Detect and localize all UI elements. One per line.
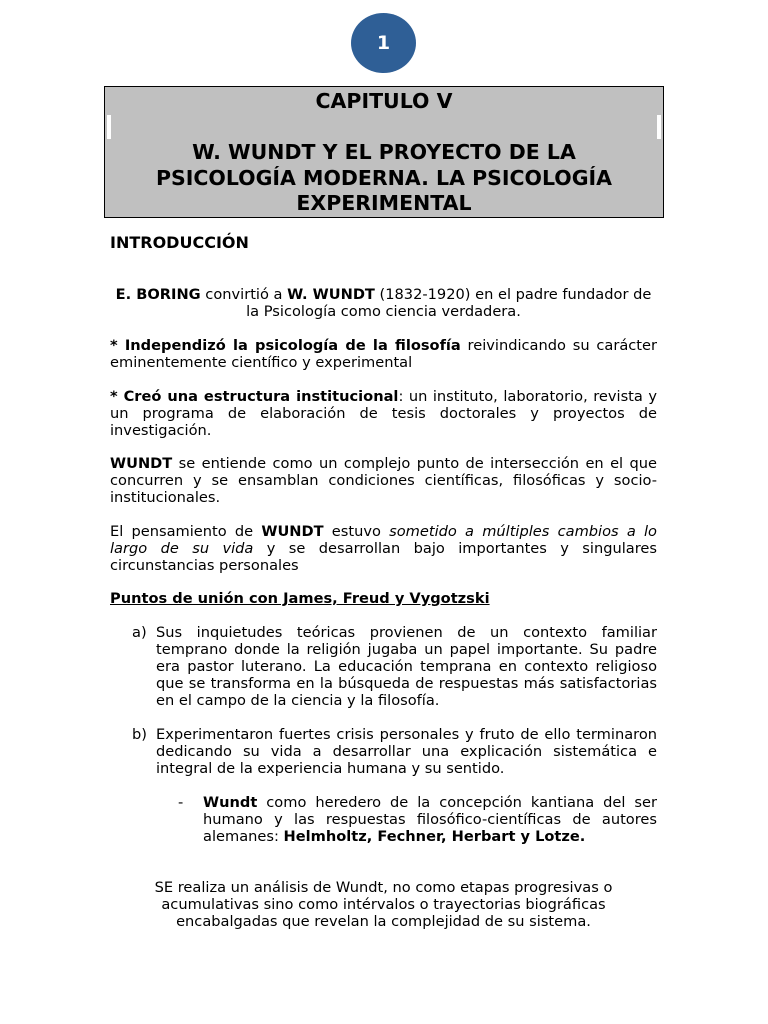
pensamiento-paragraph xyxy=(110,523,657,574)
document-body xyxy=(110,233,657,930)
italic-run: sometido a múltiples cambios a lo largo de su vida xyxy=(110,523,657,557)
chapter-title xyxy=(105,140,663,217)
chapter-title-line: W. WUNDT Y EL PROYECTO DE LA xyxy=(192,140,576,164)
chapter-label: CAPITULO V xyxy=(315,89,453,113)
point-bold: * Creó una estructura institucional xyxy=(110,388,399,405)
list-text: Experimentaron fuertes crisis personales y fruto de ello terminaron dedicando su vida a desarrollar una explicación sistemática e integral de la experiencia humana y su sentido. xyxy=(156,726,657,777)
list-item xyxy=(110,726,657,777)
text-run: como heredero de la concepción kantiana del ser humano y las respuestas filosófico-científicas de autores alemanes: xyxy=(203,794,657,845)
page-number-badge xyxy=(351,13,416,73)
text-run: se entiende como un complejo punto de intersección en el que concurren y se ensamblan condiciones científicas, filosóficas y socio-institucionales. xyxy=(110,455,657,506)
chapter-title-box xyxy=(104,86,664,218)
dash-text xyxy=(203,794,657,845)
chapter-title-line: EXPERIMENTAL xyxy=(296,191,472,215)
point-estructura xyxy=(110,388,657,439)
text-run: El pensamiento de xyxy=(110,523,262,540)
wundt-paragraph xyxy=(110,455,657,506)
text-run: (1832-1920) en el padre fundador de la Psicología como ciencia verdadera. xyxy=(246,286,652,320)
author-names: Helmholtz, Fechner, Herbart y Lotze. xyxy=(283,828,586,845)
text-run: : un instituto, laboratorio, revista y un programa de elaboración de tesis doctorales y proyectos de investigación. xyxy=(110,388,657,439)
text-run: convirtió a xyxy=(200,286,288,303)
name-wundt: W. WUNDT xyxy=(287,286,375,303)
right-edge-mark xyxy=(657,115,661,139)
closing-paragraph: SE realiza un análisis de Wundt, no como etapas progresivas o acumulativas sino como intérvalos o trayectorias biográficas encabalgadas que revelan la complejidad de su sistema. xyxy=(154,879,613,930)
boring-paragraph xyxy=(110,286,657,320)
text-run: estuvo xyxy=(323,523,390,540)
section-heading: INTRODUCCIÓN xyxy=(110,233,249,252)
point-bold: * Independizó la psicología de la filosofía xyxy=(110,337,461,354)
list-label-wrap xyxy=(110,726,156,777)
left-edge-mark xyxy=(107,115,111,139)
list-label: b) xyxy=(132,726,147,743)
name-wundt: WUNDT xyxy=(110,455,173,472)
name-boring: E. BORING xyxy=(115,286,201,303)
name-wundt: Wundt xyxy=(203,794,258,811)
text-run: y se desarrollan bajo importantes y singulares circunstancias personales xyxy=(110,540,657,574)
text-run: reivindicando su carácter eminentemente científico y experimental xyxy=(110,337,657,371)
page-number: 1 xyxy=(376,32,391,54)
dash-list-item xyxy=(178,794,657,845)
dash-label: - xyxy=(178,794,184,811)
list-item xyxy=(110,624,657,709)
list-label-wrap xyxy=(110,624,156,709)
list-text: Sus inquietudes teóricas provienen de un contexto familiar temprano donde la religión jugaba un papel importante. Su padre era pastor luterano. La educación temprana en contexto religioso que se transforma en la búsqueda de respuestas más satisfactorias en el campo de la ciencia y la filosofía. xyxy=(156,624,657,709)
list-label: a) xyxy=(132,624,147,641)
chapter-title-line: PSICOLOGÍA MODERNA. LA PSICOLOGÍA xyxy=(155,165,613,190)
subheading: Puntos de unión con James, Freud y Vygotzski xyxy=(110,590,490,607)
point-independizo xyxy=(110,337,657,371)
name-wundt: WUNDT xyxy=(261,523,324,540)
